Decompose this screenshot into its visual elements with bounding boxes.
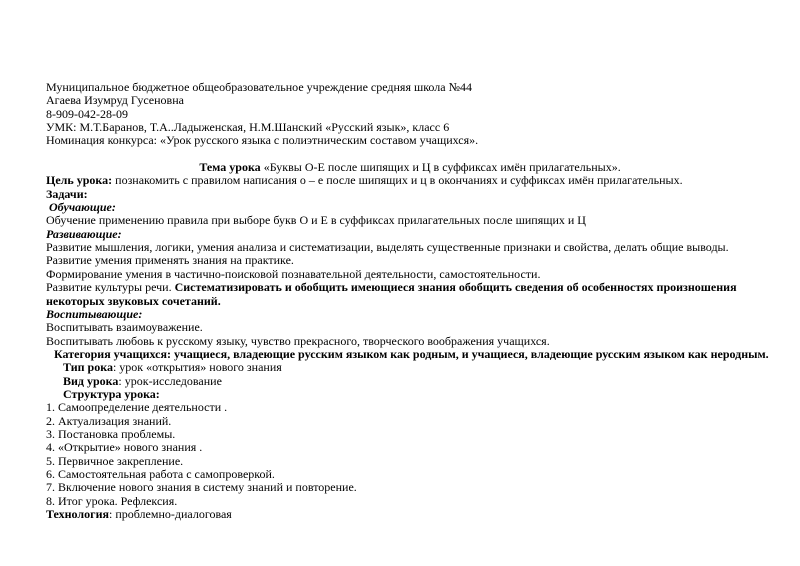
developing-task-1 bbox=[46, 241, 774, 254]
text-run: Обучающие: bbox=[49, 200, 116, 215]
lesson-kind bbox=[46, 375, 774, 388]
lesson-goal bbox=[46, 174, 774, 187]
text-run: : урок «открытия» нового знания bbox=[112, 360, 282, 375]
text-run: 5. Первичное закрепление. bbox=[46, 453, 184, 468]
structure-item-5 bbox=[46, 455, 774, 468]
umk-line bbox=[46, 121, 774, 134]
structure-item-4 bbox=[46, 441, 774, 454]
text-run: Задачи: bbox=[46, 186, 88, 201]
text-run: Развивающие: bbox=[46, 226, 122, 241]
text-run: Развитие умения применять знания на практике. bbox=[46, 253, 294, 268]
contest-nomination bbox=[46, 134, 774, 147]
text-run: 1. Самоопределение деятельности . bbox=[46, 400, 228, 415]
text-run: Развитие культуры речи. bbox=[46, 280, 175, 295]
text-run: некоторых звуковых сочетаний. bbox=[46, 293, 221, 308]
developing-task-3 bbox=[46, 268, 774, 281]
text-run: Номинация конкурса: «Урок русского языка с полиэтническим составом учащихся». bbox=[46, 133, 479, 148]
upbringing-task-1 bbox=[46, 321, 774, 334]
text-run: Структура урока: bbox=[63, 386, 160, 401]
structure-item-6 bbox=[46, 468, 774, 481]
structure-item-1 bbox=[46, 401, 774, 414]
tasks-heading bbox=[46, 188, 774, 201]
developing-task-4-line-1 bbox=[46, 281, 774, 294]
text-run: Развитие мышления, логики, умения анализа и систематизации, выделять существенные признаки и свойства, делать общие выводы. bbox=[46, 240, 729, 255]
upbringing-tasks-heading bbox=[46, 308, 774, 321]
text-run: : проблемно-диалоговая bbox=[108, 507, 232, 521]
text-run: Воспитывающие: bbox=[46, 306, 143, 321]
text-run: 8-909-042-28-09 bbox=[46, 106, 128, 121]
developing-task-4-line-2 bbox=[46, 295, 774, 308]
text-run: УМК: М.Т.Баранов, Т.А..Ладыженская, Н.М.Шанский «Русский язык», класс 6 bbox=[46, 120, 450, 135]
text-run: Технология bbox=[46, 507, 109, 521]
text-run: Обучение применению правила при выборе букв О и Е в суффиксах прилагательных после шипящих и Ц bbox=[46, 213, 586, 228]
structure-item-2 bbox=[46, 415, 774, 428]
text-run: познакомить с правилом написания о – е после шипящих и ц в окончаниях и суффиксах имён прилагательных. bbox=[112, 173, 683, 188]
text-run: Вид урока bbox=[63, 373, 119, 388]
text-run: Агаева Изумруд Гусеновна bbox=[46, 93, 184, 108]
text-run: Воспитывать любовь к русскому языку, чувство прекрасного, творческого воображения учащихся. bbox=[46, 333, 550, 348]
teaching-task bbox=[46, 214, 774, 227]
lesson-structure-heading bbox=[46, 388, 774, 401]
lesson-topic bbox=[46, 161, 774, 174]
text-run: 6. Самостоятельная работа с самопроверкой. bbox=[46, 466, 275, 481]
text-run: Воспитывать взаимоуважение. bbox=[46, 320, 203, 335]
text-run: Цель урока: bbox=[46, 173, 113, 188]
technology-line bbox=[46, 508, 774, 521]
structure-item-8 bbox=[46, 495, 774, 508]
text-run: 4. «Открытие» нового знания . bbox=[46, 440, 203, 455]
text-run: : урок-исследование bbox=[118, 373, 222, 388]
text-run: Муниципальное бюджетное общеобразовательное учреждение средняя школа №44 bbox=[46, 80, 473, 94]
school-name bbox=[46, 81, 774, 94]
structure-item-3 bbox=[46, 428, 774, 441]
blank-line bbox=[46, 148, 774, 161]
structure-item-7 bbox=[46, 481, 774, 494]
text-run: 7. Включение нового знания в систему знаний и повторение. bbox=[46, 480, 357, 495]
student-category bbox=[46, 348, 774, 361]
text-run: Тип рока bbox=[63, 360, 113, 375]
author-name bbox=[46, 94, 774, 107]
teaching-tasks-heading bbox=[46, 201, 774, 214]
lesson-type bbox=[46, 361, 774, 374]
upbringing-task-2 bbox=[46, 335, 774, 348]
developing-tasks-heading bbox=[46, 228, 774, 241]
text-run: «Буквы О-Е после шипящих и Ц в суффиксах имён прилагательных». bbox=[260, 160, 621, 175]
text-run: 3. Постановка проблемы. bbox=[46, 426, 176, 441]
text-run: Тема урока bbox=[199, 160, 261, 175]
text-run: 8. Итог урока. Рефлексия. bbox=[46, 493, 178, 508]
text-run: Систематизировать и обобщить имеющиеся знания обобщить сведения об особенностях произношения bbox=[174, 280, 737, 295]
phone-number bbox=[46, 108, 774, 121]
text-run: Категория учащихся: учащиеся, владеющие русским языком как родным, и учащиеся, владеющие русским языком как неродным. bbox=[54, 346, 769, 361]
text-run: Формирование умения в частично-поисковой познавательной деятельности, самостоятельности. bbox=[46, 266, 541, 281]
developing-task-2 bbox=[46, 254, 774, 267]
text-run: 2. Актуализация знаний. bbox=[46, 413, 172, 428]
